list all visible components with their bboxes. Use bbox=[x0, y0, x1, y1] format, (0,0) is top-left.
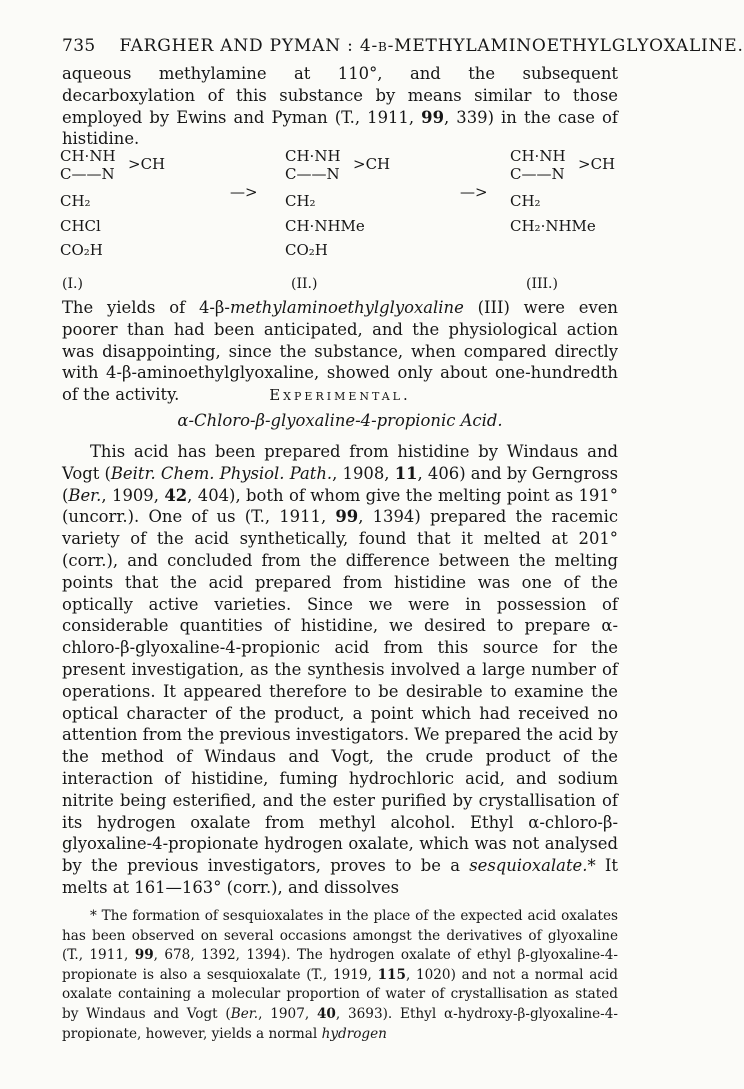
formula-label: (III.) bbox=[526, 276, 558, 292]
footnote: * The formation of sesquioxalates in the place of the expected acid oxalates has been observed on several occasions amongst the derivatives of glyoxaline (T., 1911, 99, 678, 1392, 1394). The hydrogen oxalate of ethyl β-glyoxaline-4-propionate is also a sesquioxalate (T., 1919, 115, 1020) and not a normal acid oxalate containing a molecular proportion of water of crystallisation as stated by Windaus and Vogt (Ber., 1907, 40, 3693). Ethyl α-hydroxy-β-glyoxaline-4-propionate, however, yields a normal hydrogen bbox=[62, 908, 619, 1042]
subsection-title: α-Chloro-β-glyoxaline-4-propionic Acid. bbox=[177, 411, 503, 430]
formula-ii: CH·NH >CH C——N CH₂ CH·NHMe CO₂H (II.) bbox=[285, 147, 391, 292]
structural-formulas bbox=[60, 148, 620, 296]
running-header bbox=[62, 36, 744, 56]
intro-paragraph: aqueous methylamine at 110°, and the subsequent decarboxylation of this substance by means similar to those employed by Ewins and Pyman (T., 1911, 99, 339) in the case of histidine. bbox=[62, 64, 618, 149]
formula-label: (I.) bbox=[62, 276, 83, 292]
main-paragraph: This acid has been prepared from histidine by Windaus and Vogt (Beitr. Chem. Physiol. Path., 1908, 11, 406) and by Gerngross (Ber., 1909, 42, 404), both of whom give the melting point as 191° (uncorr.). One of us (T., 1911, 99, 1394) prepared the racemic variety of the acid synthetically, found that it melted at 201° (corr.), and concluded from the difference between the melting points that the acid prepared from histidine was one of the optically active varieties. Since we were in possession of considerable quantities of histidine, we desired to prepare α-chloro-β-glyoxaline-4-propionic acid from this source for the present investigation, as the synthesis involved a large number of operations. It appeared therefore to be desirable to examine the optical character of the product, a point which had received no attention from the previous investigators. We prepared the acid by the method of Windaus and Vogt, the crude product of the interaction of histidine, fuming hydrochloric acid, and sodium nitrite being esterified, and the ester purified by crystallisation of its hydrogen oxalate from methyl alcohol. Ethyl α-chloro-β-glyoxaline-4-propionate hydrogen oxalate, which was not analysed by the previous investigators, proves to be a sesquioxalate.* It melts at 161—163° (corr.), and dissolves bbox=[62, 442, 619, 897]
reaction-arrow: —> bbox=[460, 183, 488, 201]
section-title: Experimental. bbox=[269, 386, 411, 404]
formula-i: CH·NH >CH C——N CH₂ CHCl CO₂H (I.) bbox=[60, 147, 166, 292]
page-number: 735 bbox=[62, 36, 96, 56]
formula-label: (II.) bbox=[291, 276, 318, 292]
reaction-arrow: —> bbox=[230, 183, 258, 201]
running-title: FARGHER AND PYMAN : 4-β-METHYLAMINOETHYLGLYOXALINE. bbox=[119, 36, 744, 56]
formula-iii: CH·NH >CH C——N CH₂ CH₂·NHMe (III.) bbox=[510, 147, 616, 292]
yields-paragraph: The yields of 4-β-methylaminoethylglyoxaline (III) were even poorer than had been anticipated, and the physiological action was disappointing, since the substance, when compared directly with 4-β-aminoethylglyoxaline, showed only about one-hundredth of the activity. bbox=[62, 298, 618, 405]
footnote-marker: * bbox=[587, 856, 596, 876]
